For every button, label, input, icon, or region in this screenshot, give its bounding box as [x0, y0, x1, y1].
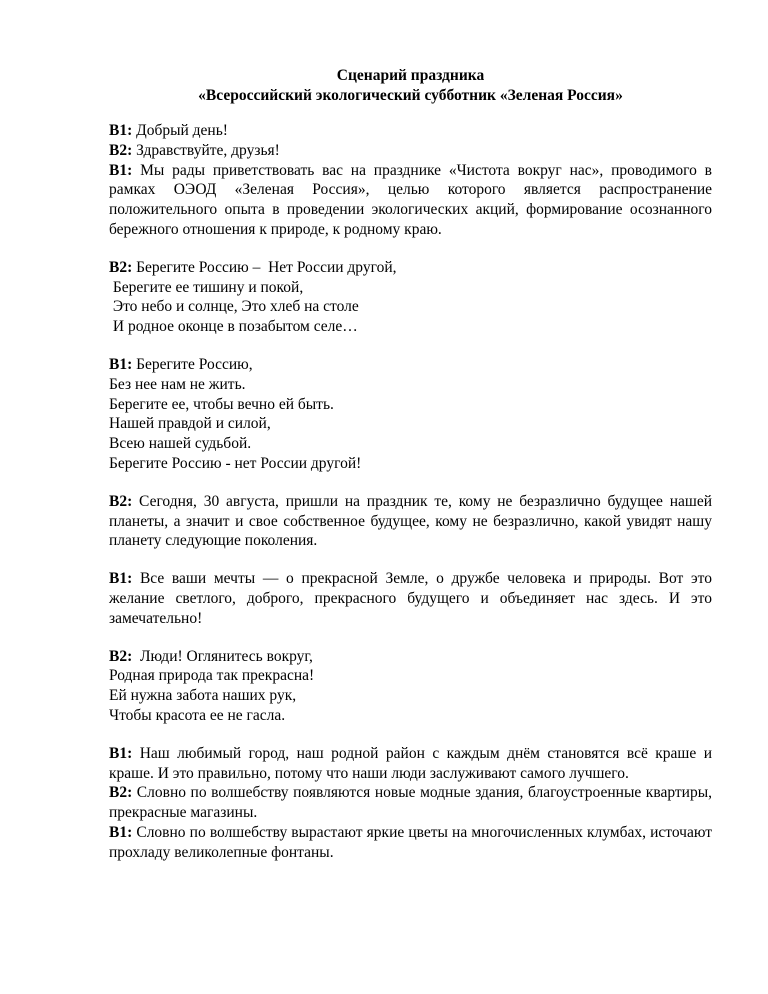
- dialogue-text: Мы рады приветствовать вас на празднике «Чистота вокруг нас», проводимого в рамках ОЭОД «Зеленая Россия», целью которого является распространение положительного опыта в проведении экологических акций, формирование осознанного бережного отношения к природе, к родному краю.: [109, 161, 712, 238]
- dialogue-paragraph: [109, 161, 712, 240]
- poem-text: Берегите Россию – Нет России другой,: [132, 258, 397, 276]
- speaker-label: В2:: [109, 784, 133, 802]
- poem-line: Родная природа так прекрасна!: [109, 667, 315, 685]
- speaker-label: В2:: [109, 258, 133, 276]
- poem-line: Нашей правдой и силой,: [109, 415, 271, 433]
- speaker-label: В2:: [109, 492, 133, 510]
- poem-block: [109, 355, 712, 474]
- poem-text: Берегите Россию,: [132, 355, 253, 373]
- poem-line: [109, 355, 712, 375]
- dialogue-text: Все ваши мечты — о прекрасной Земле, о дружбе человека и природы. Вот это желание светлого, доброго, прекрасного будущего и объединяет нас здесь. И это замечательно!: [109, 570, 712, 627]
- poem-line: Берегите Россию - нет России другой!: [109, 454, 362, 472]
- poem-line: Это небо и солнце, Это хлеб на столе: [109, 298, 359, 316]
- dialogue-paragraph: [109, 783, 712, 823]
- speaker-label: В2:: [109, 647, 133, 665]
- speaker-label: В1:: [109, 161, 133, 179]
- dialogue-block: [109, 121, 712, 240]
- dialogue-paragraph: [109, 121, 712, 141]
- poem-block: [109, 647, 712, 726]
- dialogue-paragraph: [109, 569, 712, 628]
- speaker-label: В1:: [109, 122, 133, 139]
- dialogue-text: Словно по волшебству появляются новые модные здания, благоустроенные квартиры, прекрасные магазины.: [109, 784, 712, 822]
- dialogue-text: Сегодня, 30 августа, пришли на праздник те, кому не безразлично будущее нашей планеты, а значит и свое собственное будущее, кому не безразлично, какой увидят нашу планету следующие поколения.: [109, 492, 712, 550]
- poem-line: Без нее нам не жить.: [109, 375, 246, 393]
- dialogue-paragraph: [109, 823, 712, 863]
- poem-line: Берегите ее тишину и покой,: [109, 278, 304, 296]
- dialogue-text: Здравствуйте, друзья!: [132, 141, 280, 159]
- speaker-label: В1:: [109, 823, 133, 841]
- dialogue-block: [109, 492, 712, 551]
- dialogue-text: Словно по волшебству вырастают яркие цветы на многочисленных клумбах, источают прохладу великолепные фонтаны.: [109, 823, 712, 861]
- poem-line: Всею нашей судьбой.: [109, 435, 252, 453]
- speaker-label: В2:: [109, 141, 133, 159]
- poem-line: Ей нужна забота наших рук,: [109, 687, 297, 705]
- poem-line: И родное оконце в позабытом селе…: [109, 318, 358, 336]
- dialogue-paragraph: [109, 141, 712, 161]
- dialogue-text: Наш любимый город, наш родной район с каждым днём становятся всё краше и краше. И это правильно, потому что наши люди заслуживают самого лучшего.: [109, 744, 712, 782]
- speaker-label: В1:: [109, 355, 133, 373]
- poem-line: Берегите ее, чтобы вечно ей быть.: [109, 395, 334, 413]
- poem-block: [109, 258, 712, 337]
- dialogue-block: [109, 569, 712, 628]
- dialogue-paragraph: [109, 492, 712, 551]
- poem-line: Чтобы красота ее не гасла.: [109, 706, 286, 724]
- dialogue-paragraph: [109, 744, 712, 784]
- speaker-label: В1:: [109, 570, 133, 588]
- poem-text: Люди! Оглянитесь вокруг,: [132, 647, 313, 665]
- speaker-label: В1:: [109, 744, 133, 762]
- dialogue-text: Добрый день!: [132, 122, 228, 139]
- poem-line: [109, 258, 712, 278]
- document-title: [109, 66, 712, 105]
- dialogue-block: [109, 744, 712, 863]
- poem-line: [109, 647, 712, 667]
- title-line-1: Сценарий праздника: [336, 67, 485, 84]
- title-line-2: «Всероссийский экологический субботник «Зеленая Россия»: [198, 86, 623, 104]
